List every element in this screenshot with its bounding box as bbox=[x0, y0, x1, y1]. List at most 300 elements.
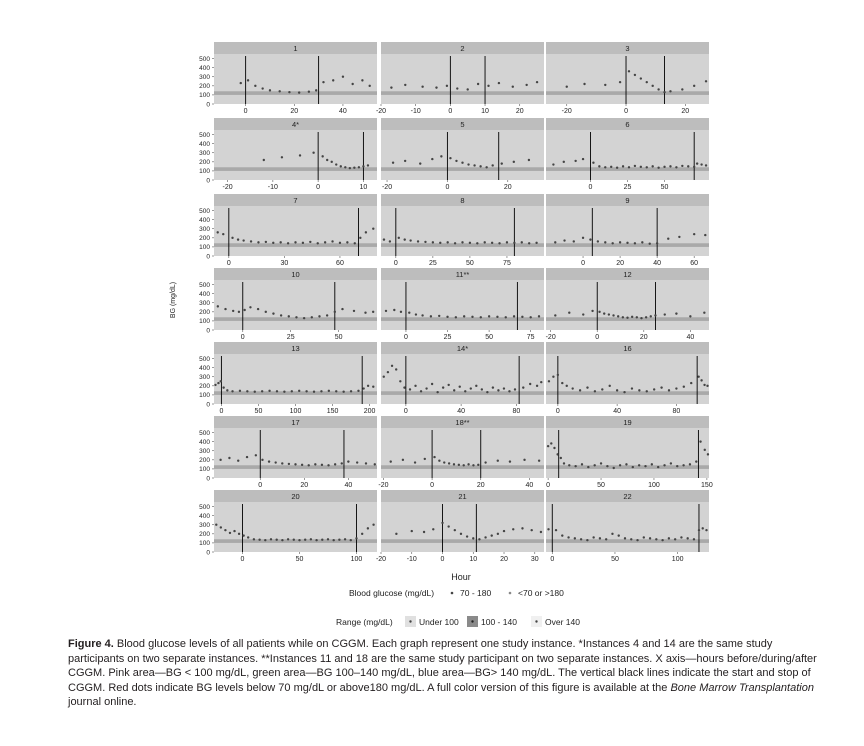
x-tick-label: 50 bbox=[611, 556, 619, 563]
bg-point bbox=[350, 390, 352, 392]
bg-point bbox=[654, 314, 656, 316]
bg-point bbox=[342, 391, 344, 393]
bg-point bbox=[334, 463, 336, 465]
bg-point bbox=[638, 464, 640, 466]
bg-point bbox=[514, 388, 516, 390]
bg-point bbox=[567, 536, 569, 538]
bg-point bbox=[566, 385, 568, 387]
bg-point bbox=[364, 312, 366, 314]
x-tick-label: -20 bbox=[222, 184, 233, 191]
bg-point bbox=[485, 166, 487, 168]
bg-point bbox=[563, 161, 565, 163]
legend-blood-glucose bbox=[349, 588, 564, 598]
bg-point bbox=[374, 463, 376, 465]
bg-point bbox=[433, 456, 435, 458]
y-tick-label: 200 bbox=[199, 309, 210, 317]
panel-3 bbox=[546, 42, 709, 115]
bg-point bbox=[402, 459, 404, 461]
bg-point bbox=[399, 380, 401, 382]
x-tick-label: 25 bbox=[443, 334, 452, 341]
bg-point bbox=[687, 165, 689, 167]
bg-point bbox=[561, 534, 563, 536]
bg-point bbox=[238, 533, 240, 535]
bg-point bbox=[322, 81, 324, 83]
bg-point bbox=[321, 539, 323, 541]
bg-point bbox=[681, 165, 683, 167]
x-tick-label: 10 bbox=[469, 556, 478, 563]
bg-point bbox=[571, 387, 573, 389]
bg-point bbox=[484, 536, 486, 538]
x-tick-label: 50 bbox=[660, 184, 669, 191]
bg-point bbox=[255, 454, 257, 456]
y-tick-label: 0 bbox=[206, 549, 210, 557]
bg-point bbox=[257, 308, 259, 310]
bg-point bbox=[449, 157, 451, 159]
panel-21 bbox=[376, 490, 544, 563]
bg-point bbox=[486, 391, 488, 393]
bg-point bbox=[425, 387, 427, 389]
bg-point bbox=[638, 389, 640, 391]
bg-point bbox=[497, 389, 499, 391]
bg-point bbox=[326, 314, 328, 316]
x-tick-label: 150 bbox=[326, 408, 339, 415]
bg-point bbox=[276, 390, 278, 392]
bg-point bbox=[521, 316, 523, 318]
panel-plot-area bbox=[214, 354, 377, 404]
y-tick-label: 400 bbox=[199, 364, 210, 372]
bg-point bbox=[675, 312, 677, 314]
x-tick-label: 20 bbox=[503, 184, 512, 191]
bg-point bbox=[288, 91, 290, 93]
bg-point bbox=[556, 453, 558, 455]
bg-point bbox=[341, 462, 343, 464]
bg-point bbox=[318, 315, 320, 317]
bg-point bbox=[651, 463, 653, 465]
y-tick-label: 0 bbox=[206, 327, 210, 335]
y-tick-label: 200 bbox=[199, 159, 210, 167]
bg-point bbox=[332, 79, 334, 81]
legend-range-dot-3 bbox=[535, 620, 537, 622]
bg-point bbox=[631, 387, 633, 389]
bg-point bbox=[385, 310, 387, 312]
x-tick-label: 20 bbox=[616, 260, 624, 267]
bg-point bbox=[619, 464, 621, 466]
legend-range-dot-2 bbox=[471, 620, 473, 622]
bg-point bbox=[574, 537, 576, 539]
bg-point bbox=[280, 314, 282, 316]
y-tick-label: 100 bbox=[199, 392, 210, 400]
bg-point bbox=[403, 386, 405, 388]
bg-point bbox=[586, 386, 588, 388]
bg-point bbox=[359, 237, 361, 239]
target-range-band bbox=[546, 539, 709, 543]
bg-point bbox=[455, 316, 457, 318]
panel-plot-area bbox=[546, 354, 709, 404]
bg-point bbox=[706, 385, 708, 387]
bg-point bbox=[538, 315, 540, 317]
bg-point bbox=[302, 242, 304, 244]
x-tick-label: 60 bbox=[690, 260, 699, 267]
bg-point bbox=[274, 461, 276, 463]
bg-point bbox=[477, 464, 479, 466]
bg-point bbox=[700, 163, 702, 165]
bg-point bbox=[257, 241, 259, 243]
bg-point bbox=[653, 388, 655, 390]
bg-point bbox=[365, 462, 367, 464]
panel-title: 18** bbox=[455, 418, 470, 427]
y-tick-label: 0 bbox=[206, 401, 210, 409]
bg-point bbox=[618, 534, 620, 536]
x-tick-label: 75 bbox=[503, 260, 511, 267]
bg-point bbox=[321, 464, 323, 466]
bg-point bbox=[636, 316, 638, 318]
bg-point bbox=[552, 163, 554, 165]
bg-point bbox=[432, 241, 434, 243]
bg-point bbox=[361, 533, 363, 535]
bg-point bbox=[281, 462, 283, 464]
bg-point bbox=[703, 312, 705, 314]
bg-point bbox=[294, 241, 296, 243]
bg-point bbox=[367, 527, 369, 529]
target-range-band bbox=[381, 91, 544, 95]
bg-point bbox=[592, 162, 594, 164]
bg-point bbox=[367, 164, 369, 166]
bg-point bbox=[705, 529, 707, 531]
bg-point bbox=[395, 368, 397, 370]
target-range-band bbox=[214, 465, 377, 469]
bg-point bbox=[459, 386, 461, 388]
bg-point bbox=[640, 77, 642, 79]
target-range-band bbox=[381, 167, 544, 171]
bg-point bbox=[477, 83, 479, 85]
bg-point bbox=[471, 316, 473, 318]
panel-20 bbox=[199, 490, 377, 563]
y-tick-label: 300 bbox=[199, 150, 210, 158]
bg-point bbox=[268, 390, 270, 392]
bg-point bbox=[448, 462, 450, 464]
bg-point bbox=[580, 538, 582, 540]
y-tick-label: 300 bbox=[199, 300, 210, 308]
panel-plot-area bbox=[381, 428, 544, 478]
x-tick-label: 200 bbox=[363, 408, 376, 415]
panel-7 bbox=[199, 194, 377, 267]
bg-point bbox=[598, 311, 600, 313]
panel-plot-area bbox=[381, 502, 544, 552]
bg-point bbox=[240, 82, 242, 84]
x-tick-label: 0 bbox=[581, 260, 585, 267]
x-tick-label: 50 bbox=[466, 260, 474, 267]
bg-point bbox=[683, 386, 685, 388]
bg-point bbox=[693, 233, 695, 235]
bg-point bbox=[327, 538, 329, 540]
bg-point bbox=[513, 161, 515, 163]
x-tick-label: 50 bbox=[334, 334, 343, 341]
bg-point bbox=[634, 165, 636, 167]
bg-point bbox=[630, 538, 632, 540]
bg-point bbox=[219, 459, 221, 461]
bg-point bbox=[447, 525, 449, 527]
bg-point bbox=[528, 159, 530, 161]
bg-point bbox=[479, 165, 481, 167]
bg-point bbox=[220, 526, 222, 528]
x-tick-label: -20 bbox=[375, 556, 387, 563]
bg-point bbox=[631, 316, 633, 318]
panel-plot-area bbox=[546, 206, 709, 256]
bg-point bbox=[440, 155, 442, 157]
bg-point bbox=[317, 242, 319, 244]
bg-point bbox=[617, 315, 619, 317]
bg-point bbox=[264, 539, 266, 541]
x-tick-label: -20 bbox=[378, 482, 389, 489]
bg-point bbox=[587, 466, 589, 468]
bg-point bbox=[563, 239, 565, 241]
panel-9 bbox=[546, 194, 709, 267]
target-range-band bbox=[546, 391, 709, 395]
bg-point bbox=[390, 86, 392, 88]
panel-12 bbox=[546, 268, 709, 341]
bg-point bbox=[705, 80, 707, 82]
panel-plot-area bbox=[381, 54, 544, 104]
bg-point bbox=[663, 91, 665, 93]
bg-point bbox=[453, 389, 455, 391]
bg-point bbox=[258, 539, 260, 541]
x-tick-label: 150 bbox=[701, 482, 713, 489]
bg-point bbox=[512, 86, 514, 88]
bg-point bbox=[239, 390, 241, 392]
x-tick-label: 20 bbox=[476, 482, 485, 489]
bg-point bbox=[628, 166, 630, 168]
bg-point bbox=[304, 539, 306, 541]
bg-point bbox=[335, 163, 337, 165]
y-tick-label: 100 bbox=[199, 540, 210, 548]
y-tick-label: 500 bbox=[199, 355, 210, 363]
bg-point bbox=[441, 522, 443, 524]
y-tick-label: 500 bbox=[199, 281, 210, 289]
bg-point bbox=[553, 447, 555, 449]
bg-point bbox=[478, 538, 480, 540]
bg-point bbox=[655, 538, 657, 540]
bg-point bbox=[265, 241, 267, 243]
panel-plot-area bbox=[546, 502, 709, 552]
bg-point bbox=[657, 466, 659, 468]
bg-point bbox=[643, 536, 645, 538]
y-tick-label: 400 bbox=[199, 140, 210, 148]
y-tick-label: 200 bbox=[199, 457, 210, 465]
bg-point bbox=[582, 237, 584, 239]
bg-point bbox=[603, 312, 605, 314]
panel-plot-area bbox=[546, 280, 709, 330]
bg-point bbox=[702, 527, 704, 529]
bg-point bbox=[222, 233, 224, 235]
bg-point bbox=[579, 389, 581, 391]
bg-point bbox=[641, 241, 643, 243]
y-tick-label: 500 bbox=[199, 131, 210, 139]
bg-point bbox=[246, 390, 248, 392]
bg-point bbox=[690, 382, 692, 384]
bg-point bbox=[446, 241, 448, 243]
bg-point bbox=[301, 464, 303, 466]
bg-point bbox=[521, 527, 523, 529]
legend-range-entry-3: Over 140 bbox=[545, 617, 580, 627]
bg-point bbox=[497, 460, 499, 462]
bg-point bbox=[361, 79, 363, 81]
panel-11** bbox=[381, 268, 544, 341]
y-tick-label: 100 bbox=[199, 92, 210, 100]
x-tick-label: 30 bbox=[280, 260, 289, 267]
bg-point bbox=[270, 538, 272, 540]
bg-point bbox=[311, 316, 313, 318]
bg-point bbox=[696, 162, 698, 164]
bg-point bbox=[611, 533, 613, 535]
bg-point bbox=[265, 311, 267, 313]
bg-point bbox=[554, 314, 556, 316]
bg-point bbox=[217, 382, 219, 384]
x-tick-label: 0 bbox=[550, 556, 555, 563]
bg-point bbox=[303, 317, 305, 319]
bg-point bbox=[346, 241, 348, 243]
bg-point bbox=[298, 390, 300, 392]
bg-point bbox=[563, 462, 565, 464]
bg-point bbox=[254, 391, 256, 393]
bg-point bbox=[383, 238, 385, 240]
bg-point bbox=[592, 536, 594, 538]
target-range-band bbox=[214, 243, 377, 247]
panel-title: 14* bbox=[456, 344, 469, 353]
bg-point bbox=[498, 82, 500, 84]
x-tick-label: 20 bbox=[500, 556, 508, 563]
bg-point bbox=[626, 242, 628, 244]
legend-range-entry-1: Under 100 bbox=[419, 617, 459, 627]
bg-point bbox=[408, 312, 410, 314]
x-tick-label: 50 bbox=[597, 482, 605, 489]
panel-4* bbox=[199, 118, 377, 191]
x-tick-label: -10 bbox=[410, 108, 421, 115]
bg-point bbox=[288, 315, 290, 317]
panel-10 bbox=[199, 268, 377, 341]
x-tick-label: 40 bbox=[686, 334, 695, 341]
bg-point bbox=[467, 463, 469, 465]
bg-point bbox=[326, 159, 328, 161]
bg-point bbox=[353, 167, 355, 169]
panel-title: 3 bbox=[625, 44, 630, 53]
bg-point bbox=[443, 461, 445, 463]
bg-point bbox=[454, 242, 456, 244]
bg-point bbox=[411, 530, 413, 532]
bg-point bbox=[275, 539, 277, 541]
bg-point bbox=[372, 524, 374, 526]
panel-title: 1 bbox=[293, 44, 298, 53]
bg-point bbox=[608, 313, 610, 315]
panel-title: 20 bbox=[291, 492, 300, 501]
x-tick-label: 40 bbox=[653, 260, 662, 267]
bg-point bbox=[505, 316, 507, 318]
target-range-band bbox=[214, 91, 377, 95]
x-tick-label: 80 bbox=[672, 408, 681, 415]
bg-point bbox=[454, 529, 456, 531]
bg-point bbox=[228, 457, 230, 459]
bg-point bbox=[619, 241, 621, 243]
x-tick-label: 0 bbox=[226, 260, 231, 267]
bg-point bbox=[670, 462, 672, 464]
bg-point bbox=[681, 88, 683, 90]
panel-plot-area bbox=[214, 206, 377, 256]
panel-16 bbox=[546, 342, 709, 415]
bg-point bbox=[281, 156, 283, 158]
bg-point bbox=[676, 465, 678, 467]
bg-point bbox=[506, 241, 508, 243]
bg-point bbox=[548, 380, 550, 382]
bg-point bbox=[320, 390, 322, 392]
bg-point bbox=[560, 457, 562, 459]
bg-point bbox=[632, 466, 634, 468]
x-tick-label: 100 bbox=[648, 482, 660, 489]
bg-point bbox=[582, 313, 584, 315]
bg-point bbox=[619, 81, 621, 83]
bg-point bbox=[538, 460, 540, 462]
x-tick-label: 0 bbox=[440, 556, 445, 563]
bg-point bbox=[354, 242, 356, 244]
y-tick-label: 0 bbox=[206, 475, 210, 483]
bg-point bbox=[349, 167, 351, 169]
bg-point bbox=[392, 162, 394, 164]
x-tick-label: 100 bbox=[350, 556, 363, 563]
bg-point bbox=[261, 87, 263, 89]
x-tick-label: 25 bbox=[428, 260, 437, 267]
bg-point bbox=[463, 315, 465, 317]
bg-point bbox=[646, 166, 648, 168]
bg-point bbox=[231, 237, 233, 239]
bg-point bbox=[214, 384, 216, 386]
bg-point bbox=[645, 316, 647, 318]
bg-point bbox=[417, 240, 419, 242]
bg-point bbox=[294, 463, 296, 465]
bg-point bbox=[605, 538, 607, 540]
panel-22 bbox=[546, 490, 709, 563]
bg-point bbox=[472, 464, 474, 466]
bg-point bbox=[669, 90, 671, 92]
bg-point bbox=[686, 537, 688, 539]
bg-point bbox=[628, 70, 630, 72]
bg-point bbox=[309, 241, 311, 243]
bg-point bbox=[372, 386, 374, 388]
x-tick-label: 40 bbox=[344, 482, 353, 489]
bg-point bbox=[509, 460, 511, 462]
bg-point bbox=[278, 90, 280, 92]
bg-point bbox=[295, 316, 297, 318]
y-tick-label: 200 bbox=[199, 383, 210, 391]
bg-point bbox=[342, 76, 344, 78]
y-tick-label: 0 bbox=[206, 177, 210, 185]
bg-point bbox=[601, 388, 603, 390]
y-tick-label: 200 bbox=[199, 83, 210, 91]
panel-18** bbox=[378, 416, 544, 489]
bg-point bbox=[458, 464, 460, 466]
bg-point bbox=[414, 385, 416, 387]
bg-point bbox=[540, 531, 542, 533]
bg-point bbox=[660, 386, 662, 388]
x-tick-label: 50 bbox=[295, 556, 304, 563]
bg-point bbox=[222, 386, 224, 388]
bg-point bbox=[682, 464, 684, 466]
bg-point bbox=[657, 88, 659, 90]
bg-point bbox=[344, 166, 346, 168]
bg-point bbox=[409, 239, 411, 241]
bg-point bbox=[355, 537, 357, 539]
bg-point bbox=[369, 85, 371, 87]
y-tick-label: 100 bbox=[199, 318, 210, 326]
bg-point bbox=[219, 380, 221, 382]
bg-point bbox=[503, 387, 505, 389]
